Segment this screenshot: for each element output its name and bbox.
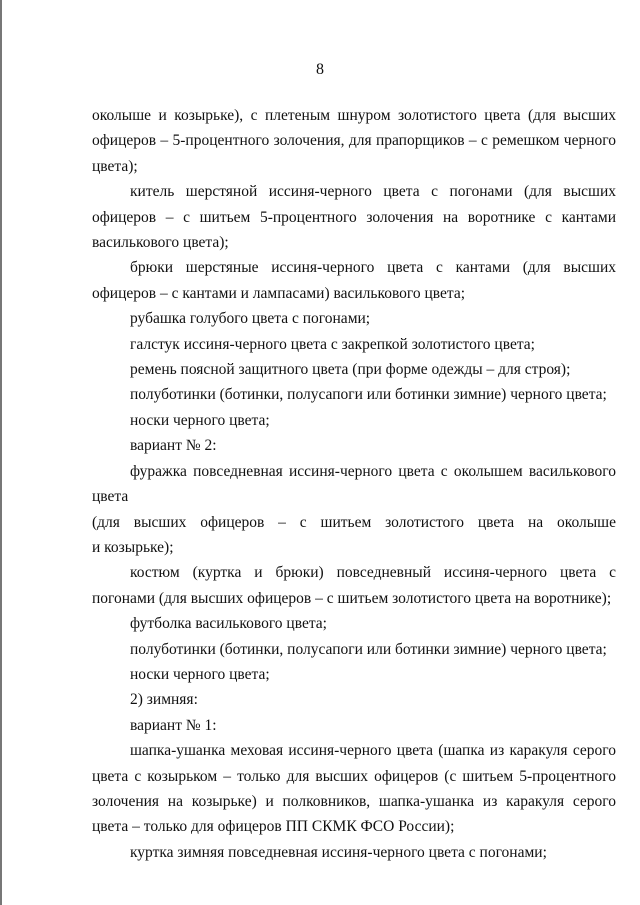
paragraph-item: шапка-ушанка меховая иссиня-черного цвета (шапка из каракуля серого цвета с козырьком – только для высших офицеров (с шитьем 5-процентного золочения на козырьке) и полковников, шапка-ушанка из каракуля серого цвета – только для офицеров ПП СКМК ФСО России); (92, 742, 616, 836)
paragraph-line: (для высших офицеров – с шитьем золотистого цвета на околыше (92, 513, 616, 531)
paragraph-item: футболка василькового цвета; (130, 615, 327, 633)
paragraph-item: носки черного цвета; (130, 411, 270, 429)
paragraph-item: ремень поясной защитного цвета (при форме одежды – для строя); (130, 361, 571, 379)
paragraph-item: рубашка голубого цвета с погонами; (130, 310, 371, 328)
section-heading: 2) зимняя: (130, 691, 198, 709)
paragraph-item: фуражка повседневная иссиня-черного цвета с околышем василькового цвета (92, 462, 616, 506)
paragraph-item: куртка зимняя повседневная иссиня-черного цвета с погонами; (130, 843, 547, 861)
variant-heading: вариант № 2: (130, 437, 217, 455)
document-body (92, 103, 616, 865)
paragraph-item: брюки шерстяные иссиня-черного цвета с кантами (для высших офицеров – с кантами и лампасами) василькового цвета; (92, 259, 616, 302)
paragraph-line: и козырьке); (92, 538, 174, 556)
scan-left-edge (0, 0, 2, 905)
variant-heading: вариант № 1: (130, 716, 217, 734)
paragraph-item: полуботинки (ботинки, полусапоги или ботинки зимние) черного цвета; (130, 640, 607, 658)
paragraph-item: галстук иссиня-черного цвета с закрепкой золотистого цвета; (130, 335, 535, 353)
paragraph-item: полуботинки (ботинки, полусапоги или ботинки зимние) черного цвета; (130, 386, 607, 404)
paragraph-item: китель шерстяной иссиня-черного цвета с погонами (для высших офицеров – с шитьем 5-процентного золочения на воротнике с кантами василькового цвета); (92, 183, 616, 252)
paragraph-continuation: околыше и козырьке), с плетеным шнуром золотистого цвета (для высших офицеров – 5-процентного золочения, для прапорщиков – с ремешком черного цвета); (92, 107, 616, 175)
paragraph-item: костюм (куртка и брюки) повседневный иссиня-черного цвета с погонами (для высших офицеров – с шитьем золотистого цвета на воротнике); (92, 564, 616, 607)
paragraph-item: носки черного цвета; (130, 665, 270, 683)
page-number: 8 (316, 61, 324, 78)
